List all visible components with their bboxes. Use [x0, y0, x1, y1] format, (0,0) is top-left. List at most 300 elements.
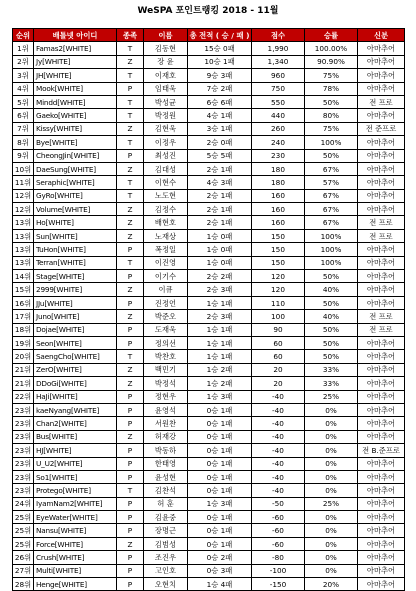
win-rate-cell: 0% [305, 430, 358, 443]
player-name-cell: 조진우 [144, 551, 188, 564]
player-name-cell: 박정원 [144, 109, 188, 122]
status-cell: 아마추어 [358, 270, 405, 283]
race-cell: Z [117, 430, 144, 443]
race-cell: P [117, 497, 144, 510]
score-cell: -80 [252, 551, 305, 564]
score-cell: 60 [252, 336, 305, 349]
battlenet-id-cell: Multi[WHITE] [34, 564, 117, 577]
player-name-cell: 한태영 [144, 457, 188, 470]
player-name-cell: 배현호 [144, 216, 188, 229]
status-cell: 아마추어 [358, 243, 405, 256]
rank-cell: 13위 [13, 229, 34, 242]
race-cell: P [117, 444, 144, 457]
status-cell: 아마추어 [358, 403, 405, 416]
score-cell: 160 [252, 203, 305, 216]
table-row [13, 537, 405, 550]
ranking-table [12, 28, 405, 591]
record-cell: 2승 1패 [188, 189, 252, 202]
record-cell: 2승 3패 [188, 310, 252, 323]
table-row [13, 430, 405, 443]
battlenet-id-cell: Juno[WHITE] [34, 310, 117, 323]
player-name-cell: 이정우 [144, 136, 188, 149]
race-cell: P [117, 390, 144, 403]
race-cell: Z [117, 55, 144, 68]
win-rate-cell: 0% [305, 457, 358, 470]
win-rate-cell: 40% [305, 283, 358, 296]
win-rate-cell: 50% [305, 296, 358, 309]
status-cell: 아마추어 [358, 296, 405, 309]
table-row [13, 524, 405, 537]
race-cell: Z [117, 363, 144, 376]
win-rate-cell: 25% [305, 390, 358, 403]
player-name-cell: 최성진 [144, 149, 188, 162]
battlenet-id-cell: JJu[WHITE] [34, 296, 117, 309]
player-name-cell: 윤영석 [144, 403, 188, 416]
score-cell: 110 [252, 296, 305, 309]
win-rate-cell: 50% [305, 336, 358, 349]
battlenet-id-cell: Mindd[WHITE] [34, 95, 117, 108]
race-cell: P [117, 564, 144, 577]
race-cell: T [117, 109, 144, 122]
battlenet-id-cell: DaeSung[WHITE] [34, 162, 117, 175]
record-cell: 4승 1패 [188, 109, 252, 122]
status-cell: 전 프로 [358, 216, 405, 229]
win-rate-cell: 0% [305, 484, 358, 497]
status-cell: 아마추어 [358, 42, 405, 55]
table-row [13, 377, 405, 390]
battlenet-id-cell: Chan2[WHITE] [34, 417, 117, 430]
table-row [13, 95, 405, 108]
win-rate-cell: 50% [305, 149, 358, 162]
rank-cell: 4위 [13, 82, 34, 95]
race-cell: T [117, 136, 144, 149]
rank-cell: 1위 [13, 42, 34, 55]
race-cell: T [117, 256, 144, 269]
race-cell: P [117, 270, 144, 283]
win-rate-cell: 50% [305, 323, 358, 336]
rank-cell: 21위 [13, 377, 34, 390]
battlenet-id-cell: Famas2[WHITE] [34, 42, 117, 55]
player-name-cell: 김찬석 [144, 484, 188, 497]
table-row [13, 578, 405, 591]
rank-cell: 6위 [13, 109, 34, 122]
rank-cell: 23위 [13, 457, 34, 470]
rank-cell: 21위 [13, 363, 34, 376]
win-rate-cell: 40% [305, 310, 358, 323]
status-cell: 아마추어 [358, 470, 405, 483]
rank-cell: 17위 [13, 310, 34, 323]
win-rate-cell: 0% [305, 444, 358, 457]
status-cell: 전 프로 [358, 323, 405, 336]
record-cell: 0승 1패 [188, 417, 252, 430]
record-cell: 1승 0패 [188, 256, 252, 269]
table-row [13, 444, 405, 457]
rank-cell: 12위 [13, 203, 34, 216]
header-record: 총 전적 ( 승 / 패 ) [188, 29, 252, 42]
score-cell: 260 [252, 122, 305, 135]
player-name-cell: 김정수 [144, 203, 188, 216]
win-rate-cell: 50% [305, 270, 358, 283]
battlenet-id-cell: kaeNyang[WHITE] [34, 403, 117, 416]
status-cell: 아마추어 [358, 457, 405, 470]
table-row [13, 457, 405, 470]
rank-cell: 19위 [13, 336, 34, 349]
score-cell: 20 [252, 377, 305, 390]
score-cell: 550 [252, 95, 305, 108]
win-rate-cell: 0% [305, 551, 358, 564]
record-cell: 1승 0패 [188, 229, 252, 242]
player-name-cell: 고인호 [144, 564, 188, 577]
rank-cell: 28위 [13, 578, 34, 591]
race-cell: T [117, 176, 144, 189]
battlenet-id-cell: GyRo[WHITE] [34, 189, 117, 202]
player-name-cell: 김윤중 [144, 511, 188, 524]
status-cell: 아마추어 [358, 524, 405, 537]
header-status: 신분 [358, 29, 405, 42]
win-rate-cell: 67% [305, 216, 358, 229]
win-rate-cell: 0% [305, 417, 358, 430]
battlenet-id-cell: CheongJin[WHITE] [34, 149, 117, 162]
record-cell: 0승 3패 [188, 564, 252, 577]
record-cell: 0승 1패 [188, 537, 252, 550]
table-row [13, 470, 405, 483]
win-rate-cell: 25% [305, 497, 358, 510]
score-cell: -40 [252, 390, 305, 403]
status-cell: 전 준프로 [358, 122, 405, 135]
player-name-cell: 노도현 [144, 189, 188, 202]
race-cell: Z [117, 229, 144, 242]
race-cell: P [117, 578, 144, 591]
table-row [13, 323, 405, 336]
win-rate-cell: 67% [305, 189, 358, 202]
header-race: 종족 [117, 29, 144, 42]
rank-cell: 13위 [13, 216, 34, 229]
record-cell: 2승 0패 [188, 136, 252, 149]
score-cell: -40 [252, 444, 305, 457]
status-cell: 전 프로 [358, 95, 405, 108]
rank-cell: 16위 [13, 296, 34, 309]
table-row [13, 551, 405, 564]
race-cell: T [117, 95, 144, 108]
battlenet-id-cell: JH[WHITE] [34, 69, 117, 82]
race-cell: Z [117, 377, 144, 390]
race-cell: P [117, 243, 144, 256]
rank-cell: 25위 [13, 524, 34, 537]
rank-cell: 25위 [13, 537, 34, 550]
race-cell: P [117, 511, 144, 524]
battlenet-id-cell: ZerO[WHITE] [34, 363, 117, 376]
rank-cell: 23위 [13, 444, 34, 457]
race-cell: P [117, 457, 144, 470]
rank-cell: 23위 [13, 403, 34, 416]
win-rate-cell: 57% [305, 176, 358, 189]
table-row [13, 149, 405, 162]
header-row [13, 29, 405, 42]
win-rate-cell: 50% [305, 350, 358, 363]
record-cell: 0승 1패 [188, 511, 252, 524]
header-name: 이름 [144, 29, 188, 42]
status-cell: 아마추어 [358, 564, 405, 577]
score-cell: 150 [252, 256, 305, 269]
table-row [13, 363, 405, 376]
battlenet-id-cell: Seon[WHITE] [34, 336, 117, 349]
record-cell: 6승 6패 [188, 95, 252, 108]
table-row [13, 42, 405, 55]
status-cell: 아마추어 [358, 283, 405, 296]
record-cell: 10승 1패 [188, 55, 252, 68]
score-cell: 60 [252, 350, 305, 363]
win-rate-cell: 0% [305, 564, 358, 577]
score-cell: -40 [252, 430, 305, 443]
race-cell: Z [117, 122, 144, 135]
score-cell: 960 [252, 69, 305, 82]
win-rate-cell: 75% [305, 122, 358, 135]
rank-cell: 3위 [13, 69, 34, 82]
win-rate-cell: 0% [305, 524, 358, 537]
rank-cell: 24위 [13, 497, 34, 510]
race-cell: Z [117, 162, 144, 175]
race-cell: Z [117, 283, 144, 296]
rank-cell: 23위 [13, 417, 34, 430]
record-cell: 1승 1패 [188, 323, 252, 336]
player-name-cell: 이현수 [144, 176, 188, 189]
table-row [13, 417, 405, 430]
score-cell: -60 [252, 537, 305, 550]
rank-cell: 14위 [13, 270, 34, 283]
record-cell: 2승 1패 [188, 162, 252, 175]
player-name-cell: 윤성현 [144, 470, 188, 483]
record-cell: 0승 1패 [188, 444, 252, 457]
score-cell: 440 [252, 109, 305, 122]
record-cell: 15승 0패 [188, 42, 252, 55]
player-name-cell: 김현욱 [144, 122, 188, 135]
win-rate-cell: 33% [305, 377, 358, 390]
status-cell: 아마추어 [358, 484, 405, 497]
battlenet-id-cell: Sun[WHITE] [34, 229, 117, 242]
battlenet-id-cell: Dojae[WHITE] [34, 323, 117, 336]
table-row [13, 497, 405, 510]
status-cell: 아마추어 [358, 377, 405, 390]
race-cell: P [117, 470, 144, 483]
table-row [13, 82, 405, 95]
table-row [13, 176, 405, 189]
race-cell: P [117, 82, 144, 95]
table-row [13, 122, 405, 135]
rank-cell: 11위 [13, 176, 34, 189]
table-row [13, 256, 405, 269]
player-name-cell: 진정언 [144, 296, 188, 309]
player-name-cell: 허 훈 [144, 497, 188, 510]
battlenet-id-cell: Protego[WHITE] [34, 484, 117, 497]
player-name-cell: 백민기 [144, 363, 188, 376]
document-title: WeSPA 포인트랭킹 2018 - 11월 [137, 6, 279, 16]
race-cell: P [117, 296, 144, 309]
record-cell: 4승 3패 [188, 176, 252, 189]
score-cell: -60 [252, 511, 305, 524]
status-cell: 아마추어 [358, 82, 405, 95]
record-cell: 1승 1패 [188, 350, 252, 363]
battlenet-id-cell: Ho[WHITE] [34, 216, 117, 229]
score-cell: 1,340 [252, 55, 305, 68]
win-rate-cell: 67% [305, 162, 358, 175]
score-cell: 150 [252, 243, 305, 256]
record-cell: 1승 3패 [188, 390, 252, 403]
win-rate-cell: 0% [305, 537, 358, 550]
score-cell: 230 [252, 149, 305, 162]
rank-cell: 23위 [13, 484, 34, 497]
win-rate-cell: 75% [305, 69, 358, 82]
race-cell: P [117, 323, 144, 336]
table-row [13, 270, 405, 283]
status-cell: 아마추어 [358, 390, 405, 403]
win-rate-cell: 100% [305, 136, 358, 149]
table-row [13, 69, 405, 82]
win-rate-cell: 20% [305, 578, 358, 591]
battlenet-id-cell: DDoGi[WHITE] [34, 377, 117, 390]
battlenet-id-cell: SaengCho[WHITE] [34, 350, 117, 363]
player-name-cell: 서원찬 [144, 417, 188, 430]
player-name-cell: 정의선 [144, 336, 188, 349]
player-name-cell: 박정석 [144, 377, 188, 390]
score-cell: 20 [252, 363, 305, 376]
race-cell: P [117, 149, 144, 162]
win-rate-cell: 50% [305, 95, 358, 108]
rank-cell: 9위 [13, 149, 34, 162]
score-cell: 100 [252, 310, 305, 323]
win-rate-cell: 100% [305, 243, 358, 256]
rank-cell: 23위 [13, 430, 34, 443]
battlenet-id-cell: EyeWater[WHITE] [34, 511, 117, 524]
battlenet-id-cell: Volume[WHITE] [34, 203, 117, 216]
player-name-cell: 박준오 [144, 310, 188, 323]
battlenet-id-cell: Nansu[WHITE] [34, 524, 117, 537]
record-cell: 1승 2패 [188, 363, 252, 376]
status-cell: 아마추어 [358, 363, 405, 376]
player-name-cell: 장 윤 [144, 55, 188, 68]
player-name-cell: 임태욱 [144, 82, 188, 95]
score-cell: -50 [252, 497, 305, 510]
table-row [13, 136, 405, 149]
score-cell: -100 [252, 564, 305, 577]
player-name-cell: 박성균 [144, 95, 188, 108]
record-cell: 2승 1패 [188, 216, 252, 229]
rank-cell: 23위 [13, 470, 34, 483]
header-rank: 순위 [13, 29, 34, 42]
score-cell: 120 [252, 270, 305, 283]
player-name-cell: 장명근 [144, 524, 188, 537]
race-cell: P [117, 336, 144, 349]
rank-cell: 18위 [13, 323, 34, 336]
player-name-cell: 이기수 [144, 270, 188, 283]
rank-cell: 22위 [13, 390, 34, 403]
score-cell: -60 [252, 524, 305, 537]
table-row [13, 350, 405, 363]
score-cell: 180 [252, 162, 305, 175]
race-cell: Z [117, 216, 144, 229]
table-row [13, 216, 405, 229]
status-cell: 아마추어 [358, 430, 405, 443]
battlenet-id-cell: HaJi[WHITE] [34, 390, 117, 403]
rank-cell: 8위 [13, 136, 34, 149]
record-cell: 3승 1패 [188, 122, 252, 135]
rank-cell: 13위 [13, 256, 34, 269]
table-row [13, 511, 405, 524]
race-cell: P [117, 417, 144, 430]
table-row [13, 109, 405, 122]
score-cell: -40 [252, 457, 305, 470]
rank-cell: 2위 [13, 55, 34, 68]
battlenet-id-cell: So1[WHITE] [34, 470, 117, 483]
win-rate-cell: 0% [305, 403, 358, 416]
battlenet-id-cell: Henge[WHITE] [34, 578, 117, 591]
race-cell: Z [117, 537, 144, 550]
battlenet-id-cell: Force[WHITE] [34, 537, 117, 550]
record-cell: 5승 5패 [188, 149, 252, 162]
score-cell: 160 [252, 216, 305, 229]
status-cell: 아마추어 [358, 336, 405, 349]
score-cell: -40 [252, 417, 305, 430]
header-battlenet-id: 배틀넷 아이디 [34, 29, 117, 42]
battlenet-id-cell: Bus[WHITE] [34, 430, 117, 443]
record-cell: 2승 2패 [188, 270, 252, 283]
table-row [13, 403, 405, 416]
win-rate-cell: 100% [305, 229, 358, 242]
record-cell: 1승 0패 [188, 243, 252, 256]
rank-cell: 27위 [13, 564, 34, 577]
player-name-cell: 김대성 [144, 162, 188, 175]
header-win-rate: 승률 [305, 29, 358, 42]
battlenet-id-cell: U_U2[WHITE] [34, 457, 117, 470]
status-cell: 아마추어 [358, 149, 405, 162]
win-rate-cell: 100% [305, 256, 358, 269]
record-cell: 0승 1패 [188, 470, 252, 483]
table-row [13, 55, 405, 68]
battlenet-id-cell: TuHon[WHITE] [34, 243, 117, 256]
race-cell: P [117, 403, 144, 416]
status-cell: 아마추어 [358, 69, 405, 82]
record-cell: 7승 2패 [188, 82, 252, 95]
battlenet-id-cell: HJ[WHITE] [34, 444, 117, 457]
battlenet-id-cell: Seraphic[WHITE] [34, 176, 117, 189]
player-name-cell: 도재욱 [144, 323, 188, 336]
win-rate-cell: 0% [305, 470, 358, 483]
win-rate-cell: 33% [305, 363, 358, 376]
rank-cell: 7위 [13, 122, 34, 135]
player-name-cell: 이큐 [144, 283, 188, 296]
race-cell: P [117, 524, 144, 537]
win-rate-cell: 80% [305, 109, 358, 122]
record-cell: 1승 2패 [188, 377, 252, 390]
record-cell: 9승 3패 [188, 69, 252, 82]
status-cell: 아마추어 [358, 55, 405, 68]
win-rate-cell: 0% [305, 511, 358, 524]
status-cell: 아마추어 [358, 136, 405, 149]
player-name-cell: 노재상 [144, 229, 188, 242]
status-cell: 아마추어 [358, 578, 405, 591]
race-cell: Z [117, 310, 144, 323]
player-name-cell: 허재강 [144, 430, 188, 443]
battlenet-id-cell: Gaeko[WHITE] [34, 109, 117, 122]
race-cell: P [117, 551, 144, 564]
score-cell: 180 [252, 176, 305, 189]
record-cell: 2승 3패 [188, 283, 252, 296]
status-cell: 아마추어 [358, 537, 405, 550]
table-row [13, 296, 405, 309]
player-name-cell: 박동하 [144, 444, 188, 457]
table-row [13, 310, 405, 323]
player-name-cell: 정현우 [144, 390, 188, 403]
status-cell: 아마추어 [358, 176, 405, 189]
